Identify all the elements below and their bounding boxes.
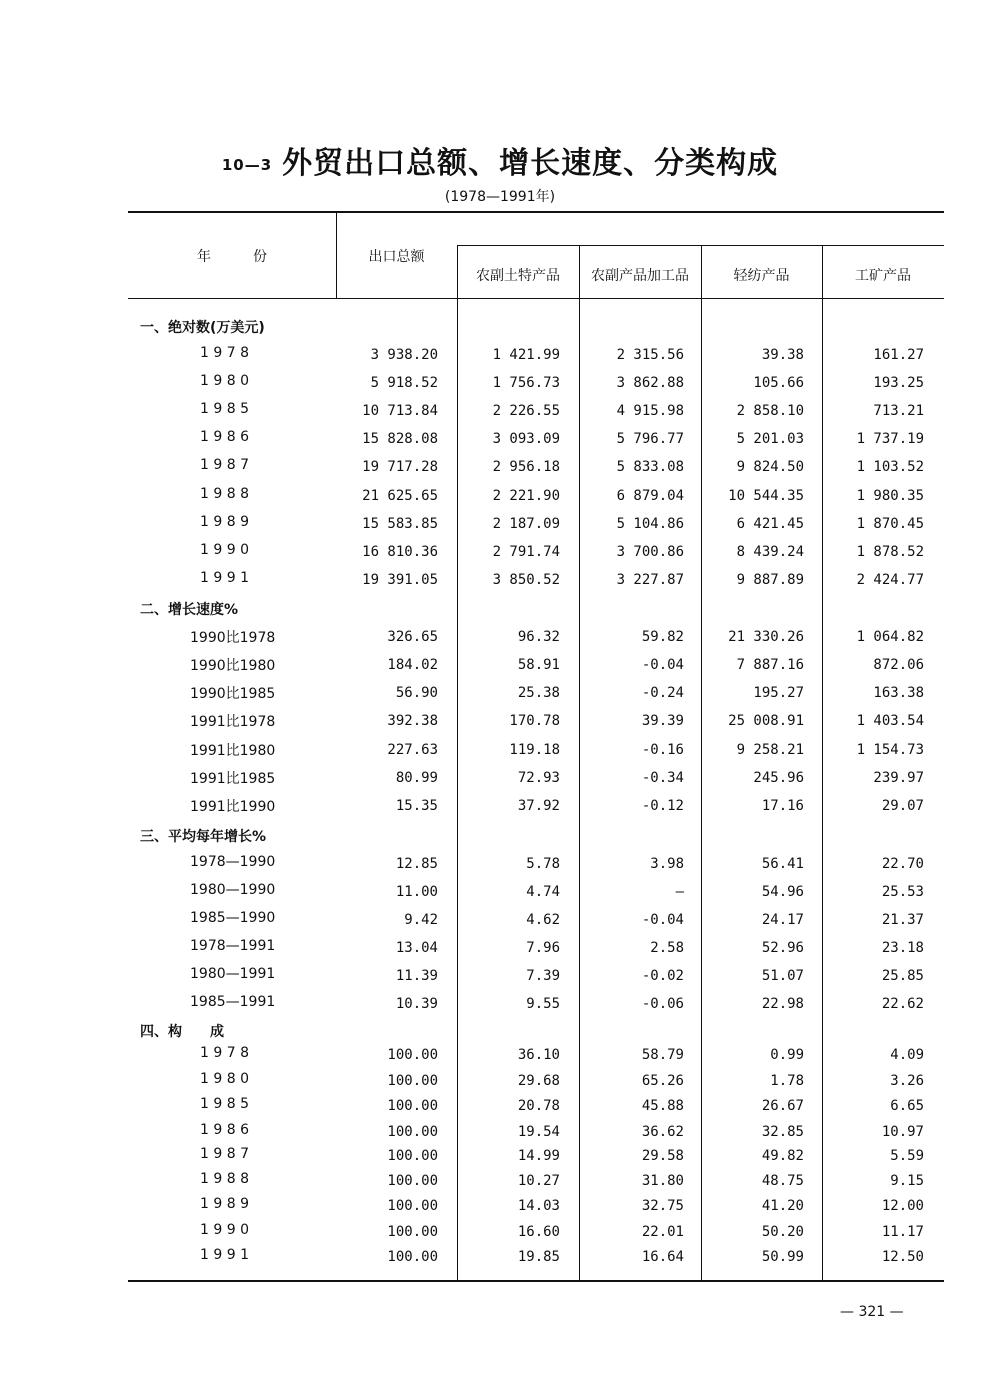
table-row bbox=[128, 1045, 944, 1071]
cell-value: 119.18 bbox=[509, 742, 560, 758]
table-row bbox=[128, 683, 944, 709]
cell-value: 20.78 bbox=[517, 1098, 560, 1114]
cell-value: 10.27 bbox=[517, 1173, 560, 1189]
header-col3: 轻纺产品 bbox=[733, 268, 790, 284]
cell-value: 6 879.04 bbox=[616, 488, 684, 504]
row-label: 1990比1980 bbox=[190, 658, 276, 674]
cell-value: 2.58 bbox=[650, 940, 684, 956]
cell-value: 58.91 bbox=[517, 657, 560, 673]
cell-value: 15.35 bbox=[395, 798, 438, 814]
cell-value: -0.12 bbox=[641, 798, 684, 814]
cell-value: 25 008.91 bbox=[728, 713, 804, 729]
cell-value: 1 154.73 bbox=[856, 742, 924, 758]
section-heading: 二、增长速度% bbox=[140, 602, 239, 618]
table-row bbox=[128, 627, 944, 653]
cell-value: 9 824.50 bbox=[736, 459, 804, 475]
cell-value: 5 201.03 bbox=[736, 431, 804, 447]
cell-value: 19.54 bbox=[517, 1124, 560, 1140]
cell-value: 193.25 bbox=[873, 375, 924, 391]
cell-value: 25.53 bbox=[881, 884, 924, 900]
cell-value: 29.68 bbox=[517, 1073, 560, 1089]
cell-value: 51.07 bbox=[761, 968, 804, 984]
table-title bbox=[0, 138, 1000, 182]
cell-value: 2 315.56 bbox=[616, 347, 684, 363]
table-row bbox=[128, 486, 944, 512]
header-col1: 农副土特产品 bbox=[476, 268, 560, 284]
cell-value: 5 796.77 bbox=[616, 431, 684, 447]
cell-value: 14.99 bbox=[517, 1148, 560, 1164]
table-row bbox=[128, 711, 944, 737]
cell-value: 7.96 bbox=[526, 940, 560, 956]
table-row bbox=[128, 1171, 944, 1197]
top-rule bbox=[128, 211, 944, 213]
table-row bbox=[128, 796, 944, 822]
table-row bbox=[128, 1196, 944, 1222]
cell-value: 1.78 bbox=[770, 1073, 804, 1089]
cell-value: 2 226.55 bbox=[492, 403, 560, 419]
row-label: 1 9 9 0 bbox=[200, 1222, 249, 1238]
cell-value: 10.97 bbox=[881, 1124, 924, 1140]
row-label: 1990比1978 bbox=[190, 630, 276, 646]
cell-value: 45.88 bbox=[641, 1098, 684, 1114]
cell-value: 245.96 bbox=[753, 770, 804, 786]
cell-value: 2 858.10 bbox=[736, 403, 804, 419]
section-heading: 三、平均每年增长% bbox=[140, 829, 267, 845]
cell-value: 12.00 bbox=[881, 1198, 924, 1214]
cell-value: 16 810.36 bbox=[362, 544, 438, 560]
cell-value: 23.18 bbox=[881, 940, 924, 956]
cell-value: 10 544.35 bbox=[728, 488, 804, 504]
cell-value: 65.26 bbox=[641, 1073, 684, 1089]
cell-value: 17.16 bbox=[761, 798, 804, 814]
row-label: 1 9 8 9 bbox=[200, 514, 249, 530]
cell-value: 52.96 bbox=[761, 940, 804, 956]
cell-value: 100.00 bbox=[387, 1173, 438, 1189]
cell-value: 48.75 bbox=[761, 1173, 804, 1189]
table-row bbox=[128, 1222, 944, 1248]
cell-value: 1 421.99 bbox=[492, 347, 560, 363]
cell-value: 100.00 bbox=[387, 1047, 438, 1063]
cell-value: 1 403.54 bbox=[856, 713, 924, 729]
table-title-text: 外贸出口总额、增长速度、分类构成 bbox=[282, 146, 779, 181]
header-total: 出口总额 bbox=[368, 249, 425, 265]
cell-value: 22.98 bbox=[761, 996, 804, 1012]
table-row bbox=[128, 882, 944, 908]
table-row bbox=[128, 1096, 944, 1122]
cell-value: 3 227.87 bbox=[616, 572, 684, 588]
cell-value: 22.62 bbox=[881, 996, 924, 1012]
cell-value: 25.38 bbox=[517, 685, 560, 701]
cell-value: 32.85 bbox=[761, 1124, 804, 1140]
row-label: 1 9 8 6 bbox=[200, 1122, 249, 1138]
cell-value: 49.82 bbox=[761, 1148, 804, 1164]
cell-value: 6 421.45 bbox=[736, 516, 804, 532]
cell-value: 54.96 bbox=[761, 884, 804, 900]
cell-value: 2 791.74 bbox=[492, 544, 560, 560]
cell-value: 4.09 bbox=[890, 1047, 924, 1063]
cell-value: 19 717.28 bbox=[362, 459, 438, 475]
cell-value: 4.74 bbox=[526, 884, 560, 900]
cell-value: 3.98 bbox=[650, 856, 684, 872]
cell-value: 31.80 bbox=[641, 1173, 684, 1189]
cell-value: 161.27 bbox=[873, 347, 924, 363]
cell-value: 5.59 bbox=[890, 1148, 924, 1164]
row-label: 1978—1991 bbox=[190, 938, 276, 954]
cell-value: 9.15 bbox=[890, 1173, 924, 1189]
section-heading: 四、构 成 bbox=[140, 1024, 224, 1040]
row-label: 1980—1990 bbox=[190, 882, 276, 898]
row-label: 1991比1980 bbox=[190, 743, 276, 759]
cell-value: 163.38 bbox=[873, 685, 924, 701]
cell-value: 39.39 bbox=[641, 713, 684, 729]
cell-value: — bbox=[675, 884, 684, 900]
cell-value: 872.06 bbox=[873, 657, 924, 673]
cell-value: -0.24 bbox=[641, 685, 684, 701]
cell-value: 392.38 bbox=[387, 713, 438, 729]
row-label: 1991比1978 bbox=[190, 714, 276, 730]
cell-value: 21 330.26 bbox=[728, 629, 804, 645]
cell-value: 10 713.84 bbox=[362, 403, 438, 419]
table-row bbox=[128, 768, 944, 794]
row-label: 1 9 8 0 bbox=[200, 373, 249, 389]
row-label: 1978—1990 bbox=[190, 854, 276, 870]
cell-value: 16.64 bbox=[641, 1249, 684, 1265]
cell-value: 9 887.89 bbox=[736, 572, 804, 588]
row-label: 1 9 8 5 bbox=[200, 1096, 249, 1112]
table-number: 10—3 bbox=[221, 156, 273, 174]
cell-value: -0.04 bbox=[641, 657, 684, 673]
cell-value: 1 878.52 bbox=[856, 544, 924, 560]
cell-value: 7.39 bbox=[526, 968, 560, 984]
cell-value: -0.04 bbox=[641, 912, 684, 928]
row-label: 1990比1985 bbox=[190, 686, 276, 702]
cell-value: 14.03 bbox=[517, 1198, 560, 1214]
table-row bbox=[128, 1146, 944, 1172]
cell-value: 72.93 bbox=[517, 770, 560, 786]
cell-value: 50.99 bbox=[761, 1249, 804, 1265]
cell-value: 5 833.08 bbox=[616, 459, 684, 475]
cell-value: 19.85 bbox=[517, 1249, 560, 1265]
cell-value: 9.55 bbox=[526, 996, 560, 1012]
row-label: 1 9 8 7 bbox=[200, 1146, 249, 1162]
row-label: 1985—1990 bbox=[190, 910, 276, 926]
row-label: 1 9 8 5 bbox=[200, 401, 249, 417]
cell-value: 56.90 bbox=[395, 685, 438, 701]
cell-value: 1 756.73 bbox=[492, 375, 560, 391]
cell-value: 22.70 bbox=[881, 856, 924, 872]
cell-value: 7 887.16 bbox=[736, 657, 804, 673]
cell-value: 8 439.24 bbox=[736, 544, 804, 560]
cell-value: 100.00 bbox=[387, 1124, 438, 1140]
cell-value: 29.58 bbox=[641, 1148, 684, 1164]
table-row bbox=[128, 740, 944, 766]
cell-value: 10.39 bbox=[395, 996, 438, 1012]
row-label: 1 9 9 1 bbox=[200, 1247, 249, 1263]
table-row bbox=[128, 938, 944, 964]
cell-value: 100.00 bbox=[387, 1224, 438, 1240]
cell-value: 15 828.08 bbox=[362, 431, 438, 447]
row-label: 1991比1985 bbox=[190, 771, 276, 787]
cell-value: -0.06 bbox=[641, 996, 684, 1012]
cell-value: 5.78 bbox=[526, 856, 560, 872]
row-label: 1985—1991 bbox=[190, 994, 276, 1010]
cell-value: 39.38 bbox=[761, 347, 804, 363]
cell-value: 713.21 bbox=[873, 403, 924, 419]
cell-value: 227.63 bbox=[387, 742, 438, 758]
cell-value: 326.65 bbox=[387, 629, 438, 645]
cell-value: 2 956.18 bbox=[492, 459, 560, 475]
row-label: 1 9 7 8 bbox=[200, 1045, 249, 1061]
cell-value: 16.60 bbox=[517, 1224, 560, 1240]
row-label: 1 9 9 0 bbox=[200, 542, 249, 558]
cell-value: 11.17 bbox=[881, 1224, 924, 1240]
cell-value: 21 625.65 bbox=[362, 488, 438, 504]
cell-value: 100.00 bbox=[387, 1198, 438, 1214]
cell-value: 21.37 bbox=[881, 912, 924, 928]
cell-value: -0.34 bbox=[641, 770, 684, 786]
cell-value: 1 064.82 bbox=[856, 629, 924, 645]
cell-value: 1 737.19 bbox=[856, 431, 924, 447]
cell-value: 56.41 bbox=[761, 856, 804, 872]
table-row bbox=[128, 1071, 944, 1097]
cell-value: 11.39 bbox=[395, 968, 438, 984]
row-label: 1 9 9 1 bbox=[200, 570, 249, 586]
cell-value: 19 391.05 bbox=[362, 572, 438, 588]
table-row bbox=[128, 345, 944, 371]
cell-value: 24.17 bbox=[761, 912, 804, 928]
table-row bbox=[128, 854, 944, 880]
cell-value: 3 938.20 bbox=[370, 347, 438, 363]
cell-value: 184.02 bbox=[387, 657, 438, 673]
table-row bbox=[128, 457, 944, 483]
cell-value: 11.00 bbox=[395, 884, 438, 900]
cell-value: 50.20 bbox=[761, 1224, 804, 1240]
cell-value: 41.20 bbox=[761, 1198, 804, 1214]
row-label: 1 9 8 8 bbox=[200, 486, 249, 502]
row-label: 1 9 8 0 bbox=[200, 1071, 249, 1087]
cell-value: 9.42 bbox=[404, 912, 438, 928]
cell-value: 13.04 bbox=[395, 940, 438, 956]
cell-value: 9 258.21 bbox=[736, 742, 804, 758]
header-col4: 工矿产品 bbox=[855, 268, 911, 284]
cell-value: 59.82 bbox=[641, 629, 684, 645]
table-row bbox=[128, 994, 944, 1020]
cell-value: -0.02 bbox=[641, 968, 684, 984]
cell-value: 100.00 bbox=[387, 1148, 438, 1164]
cell-value: 170.78 bbox=[509, 713, 560, 729]
table-row bbox=[128, 655, 944, 681]
cell-value: 36.10 bbox=[517, 1047, 560, 1063]
cell-value: 2 424.77 bbox=[856, 572, 924, 588]
cell-value: 3 093.09 bbox=[492, 431, 560, 447]
cell-value: 36.62 bbox=[641, 1124, 684, 1140]
cell-value: 15 583.85 bbox=[362, 516, 438, 532]
cell-value: -0.16 bbox=[641, 742, 684, 758]
table-row bbox=[128, 401, 944, 427]
table-row bbox=[128, 1247, 944, 1273]
row-label: 1 9 8 8 bbox=[200, 1171, 249, 1187]
table-row bbox=[128, 373, 944, 399]
cell-value: 2 221.90 bbox=[492, 488, 560, 504]
cell-value: 29.07 bbox=[881, 798, 924, 814]
cell-value: 105.66 bbox=[753, 375, 804, 391]
cell-value: 6.65 bbox=[890, 1098, 924, 1114]
cell-value: 1 870.45 bbox=[856, 516, 924, 532]
page-number: — 321 — bbox=[840, 1304, 904, 1320]
row-label: 1 9 8 6 bbox=[200, 429, 249, 445]
row-label: 1 9 8 9 bbox=[200, 1196, 249, 1212]
header-year: 年 份 bbox=[197, 249, 267, 265]
cell-value: 0.99 bbox=[770, 1047, 804, 1063]
row-label: 1980—1991 bbox=[190, 966, 276, 982]
header-col2: 农副产品加工品 bbox=[591, 268, 689, 284]
table-row bbox=[128, 429, 944, 455]
cell-value: 96.32 bbox=[517, 629, 560, 645]
cell-value: 1 103.52 bbox=[856, 459, 924, 475]
row-label: 1991比1990 bbox=[190, 799, 276, 815]
cell-value: 58.79 bbox=[641, 1047, 684, 1063]
cell-value: 4 915.98 bbox=[616, 403, 684, 419]
cell-value: 3.26 bbox=[890, 1073, 924, 1089]
cell-value: 25.85 bbox=[881, 968, 924, 984]
cell-value: 5 104.86 bbox=[616, 516, 684, 532]
cell-value: 3 850.52 bbox=[492, 572, 560, 588]
section-heading: 一、绝对数(万美元) bbox=[140, 320, 265, 336]
cell-value: 80.99 bbox=[395, 770, 438, 786]
cell-value: 2 187.09 bbox=[492, 516, 560, 532]
cell-value: 26.67 bbox=[761, 1098, 804, 1114]
cell-value: 5 918.52 bbox=[370, 375, 438, 391]
cell-value: 100.00 bbox=[387, 1073, 438, 1089]
cell-value: 3 700.86 bbox=[616, 544, 684, 560]
cell-value: 1 980.35 bbox=[856, 488, 924, 504]
table-row bbox=[128, 514, 944, 540]
cell-value: 3 862.88 bbox=[616, 375, 684, 391]
cell-value: 100.00 bbox=[387, 1249, 438, 1265]
cell-value: 12.50 bbox=[881, 1249, 924, 1265]
table-row bbox=[128, 966, 944, 992]
table-row bbox=[128, 542, 944, 568]
cell-value: 4.62 bbox=[526, 912, 560, 928]
table-period: (1978—1991年) bbox=[444, 189, 556, 205]
cell-value: 195.27 bbox=[753, 685, 804, 701]
cell-value: 32.75 bbox=[641, 1198, 684, 1214]
row-label: 1 9 7 8 bbox=[200, 345, 249, 361]
table-row bbox=[128, 1122, 944, 1148]
cell-value: 239.97 bbox=[873, 770, 924, 786]
cell-value: 37.92 bbox=[517, 798, 560, 814]
cell-value: 22.01 bbox=[641, 1224, 684, 1240]
cell-value: 12.85 bbox=[395, 856, 438, 872]
bottom-rule bbox=[128, 1280, 944, 1282]
row-label: 1 9 8 7 bbox=[200, 457, 249, 473]
table-row bbox=[128, 570, 944, 596]
cell-value: 100.00 bbox=[387, 1098, 438, 1114]
table-row bbox=[128, 910, 944, 936]
